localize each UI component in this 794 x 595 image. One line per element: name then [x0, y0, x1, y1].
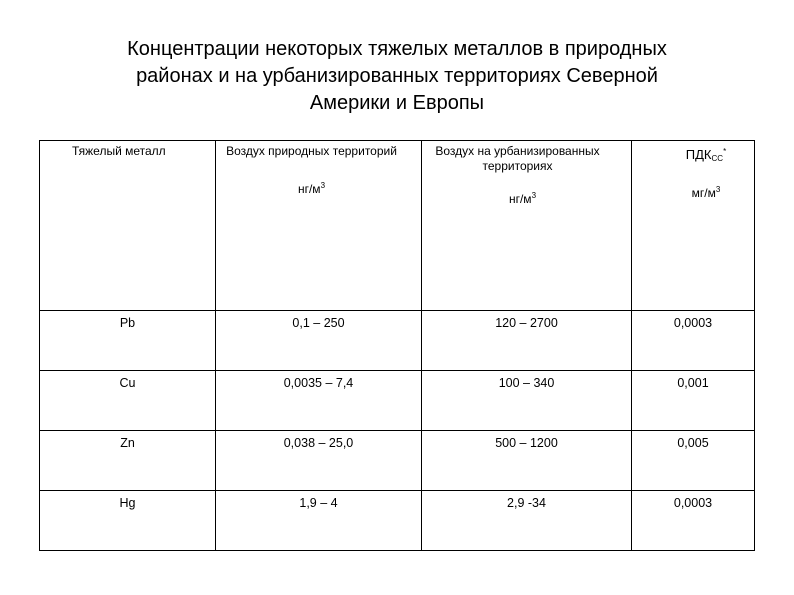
title-line-1: Концентрации некоторых тяжелых металлов в природных [127, 38, 667, 60]
pdk-cell: 0,0003 [632, 491, 755, 551]
title-line-3: Америки и Европы [309, 92, 485, 114]
urban-air-cell: 500 – 1200 [422, 431, 632, 491]
metal-cell: Cu [40, 371, 216, 431]
header-pdk [632, 141, 755, 311]
header-metal: Тяжелый металл [40, 141, 216, 311]
metal-cell: Pb [40, 311, 216, 371]
header-natural-air-unit: $нг/м^3$ [297, 181, 326, 196]
title-line-2: районах и на урбанизированных территориях Северной [136, 65, 658, 87]
table-row [40, 431, 755, 491]
page-title [0, 36, 794, 117]
header-urban-air-label: Воздух на урбанизированных территориях [435, 144, 600, 173]
urban-air-cell: 2,9 -34 [422, 491, 632, 551]
header-natural-air [216, 141, 422, 311]
table-row [40, 371, 755, 431]
header-pdk-label: $ПДК_{СС}^*$ [685, 147, 727, 163]
table-row [40, 311, 755, 371]
header-pdk-unit: $мг/м^3$ [691, 185, 721, 200]
pdk-cell: 0,001 [632, 371, 755, 431]
natural-air-cell: 0,038 – 25,0 [216, 431, 422, 491]
metal-cell: Hg [40, 491, 216, 551]
header-urban-air [422, 141, 632, 311]
pdk-cell: 0,005 [632, 431, 755, 491]
metal-cell: Zn [40, 431, 216, 491]
pdk-cell: 0,0003 [632, 311, 755, 371]
header-urban-air-unit: $нг/м^3$ [508, 191, 537, 206]
heavy-metals-table [39, 140, 755, 551]
natural-air-cell: 0,1 – 250 [216, 311, 422, 371]
table-row [40, 491, 755, 551]
natural-air-cell: 1,9 – 4 [216, 491, 422, 551]
header-natural-air-label: Воздух природных территорий [226, 144, 397, 158]
natural-air-cell: 0,0035 – 7,4 [216, 371, 422, 431]
urban-air-cell: 120 – 2700 [422, 311, 632, 371]
table-header-row [40, 141, 755, 311]
urban-air-cell: 100 – 340 [422, 371, 632, 431]
